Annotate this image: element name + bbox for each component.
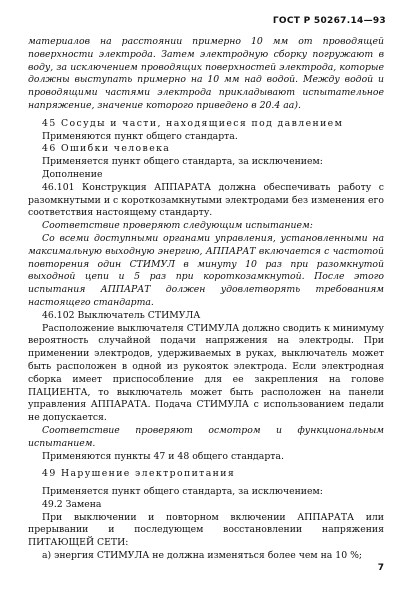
paragraph: Расположение выключателя СТИМУЛА должно сводить к минимуму вероятность случайной подачи напряжения на электроды. При применении электродов, удерживаемых в руках, выключатель может быть расположен в одной из рукояток электрода. Если электродная сборка имеет приспособление для ее закрепления на голове ПАЦИЕНТА, то выключатель может быть расположен на панели управления АППАРАТА. Подача СТИМУЛА с использованием педали не допускается. xyxy=(28,322,384,424)
page-number: 7 xyxy=(377,563,384,573)
section-heading: 46 Ошибки человека xyxy=(42,143,171,155)
paragraph: Соответствие проверяют осмотром и функциональным испытанием. xyxy=(28,424,384,449)
paragraph: При выключении и повторном включении АППАРАТА или прерывании и последующем восстановлении напряжения ПИТАЮЩЕЙ СЕТИ: xyxy=(28,511,384,549)
paragraph: Дополнение xyxy=(42,168,103,180)
paragraph: материалов на расстоянии примерно 10 мм от проводящей поверхности электрода. Затем электродную сборку погружают в воду, за исключением проводящих поверхностей электрода, которые должны выступать примерно на 10 мм над водой. Между водой и проводящими частями электрода прикладывают испытательное напряжение, значение которого приведено в 20.4 аа). xyxy=(28,36,384,111)
subsection-heading: 46.102 Выключатель СТИМУЛА xyxy=(42,309,201,321)
paragraph: Применяется пункт общего стандарта, за исключением: xyxy=(42,156,323,168)
paragraph: Применяется пункт общего стандарта, за исключением: xyxy=(42,486,323,498)
paragraph: 46.101 Конструкция АППАРАТА должна обеспечивать работу с разомкнутыми и с короткозамкнутыми электродами без изменения его соответствия настоящему стандарту. xyxy=(28,181,384,219)
running-header: ГОСТ Р 50267.14—93 xyxy=(272,16,386,26)
list-item: а) энергия СТИМУЛА не должна изменяться более чем на 10 %; xyxy=(42,550,363,562)
paragraph: Применяются пункты 47 и 48 общего стандарта. xyxy=(42,450,284,462)
subsection-heading: 49.2 Замена xyxy=(42,498,102,510)
section-heading: 49 Нарушение электропитания xyxy=(42,468,236,480)
body-text xyxy=(28,36,384,563)
paragraph: Со всеми доступными органами управления, установленными на максимальную выходную энергию, АППАРАТ включается с частотой повторения один СТИМУЛ в минуту 10 раз при разомкнутой выходной цепи и 5 раз при короткозамкнутой. После этого испытания АППАРАТ должен удовлетворять требованиям настоящего стандарта. xyxy=(28,232,384,308)
paragraph: Применяются пункт общего стандарта. xyxy=(42,130,238,142)
section-heading: 45 Сосуды и части, находящиеся под давлением xyxy=(42,117,344,129)
paragraph: Соответствие проверяют следующим испытанием: xyxy=(42,220,313,232)
